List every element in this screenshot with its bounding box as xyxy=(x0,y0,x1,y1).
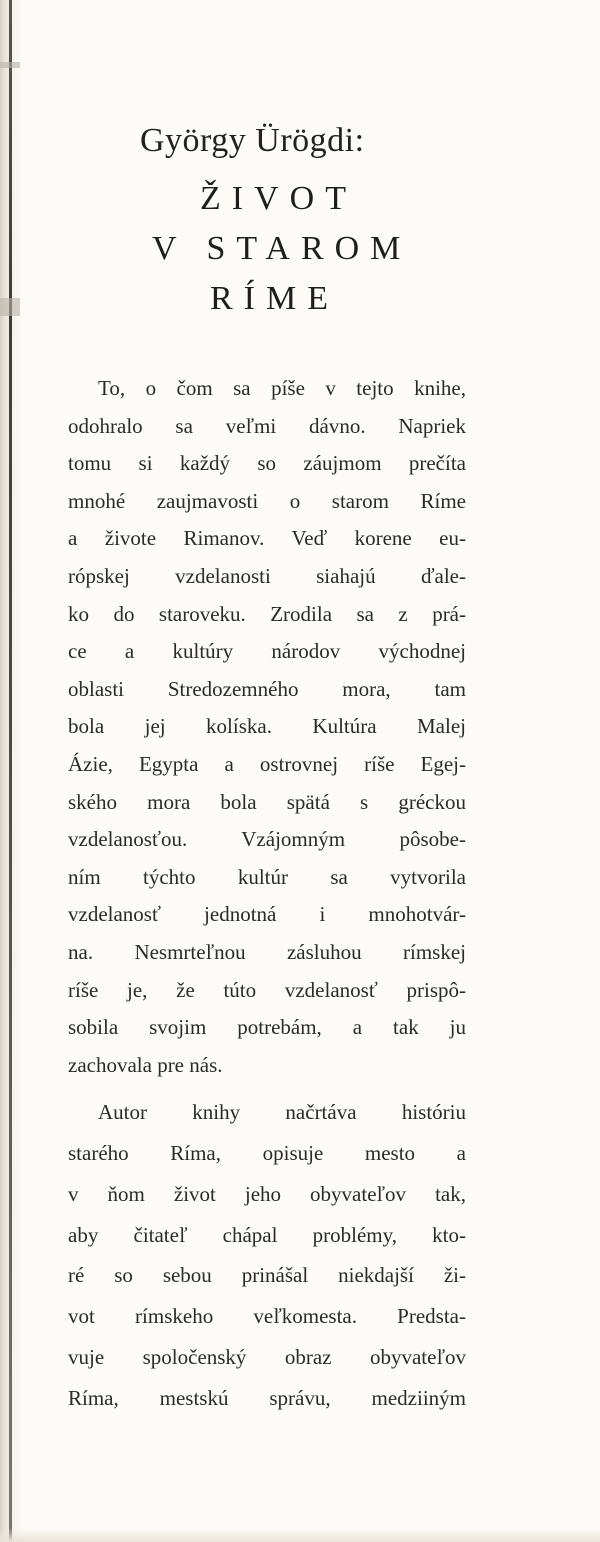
text-line: ré so sebou prinášal niekdajší ži- xyxy=(68,1263,466,1288)
text-line: a živote Rimanov. Veď korene eu- xyxy=(68,526,466,551)
text-line: Ázie, Egypta a ostrovnej ríše Egej- xyxy=(68,751,466,776)
text-line: na. Nesmrteľnou zásluhou rímskej xyxy=(68,939,466,964)
spine-fold-line xyxy=(9,0,12,1542)
text-line: sobila svojim potrebám, a tak ju xyxy=(68,1015,466,1040)
text-line: bola jej kolíska. Kultúra Malej xyxy=(68,714,466,739)
text-line: ríše je, že túto vzdelanosť prispô- xyxy=(68,977,466,1002)
text-line: odohralo sa veľmi dávno. Napriek xyxy=(68,413,466,438)
text-line: zachovala pre nás. xyxy=(68,1052,223,1077)
text-line: To, o čom sa píše v tejto knihe, xyxy=(98,376,466,400)
author-name: György Ürögdi: xyxy=(140,122,365,159)
text-line: ského mora bola spätá s gréckou xyxy=(68,789,466,814)
text-line: ko do staroveku. Zrodila sa z prá- xyxy=(68,601,466,626)
text-line: rópskej vzdelanosti siahajú ďale- xyxy=(68,563,466,588)
text-line: aby čitateľ chápal problémy, kto- xyxy=(68,1222,466,1247)
text-line: vzdelanosťou. Vzájomným pôsobe- xyxy=(68,827,466,852)
text-line: mnohé zaujmavosti o starom Ríme xyxy=(68,488,466,513)
text-line: Ríma, mestskú správu, medziiným xyxy=(68,1385,466,1410)
book-title-line-3: RÍME xyxy=(210,280,339,317)
paragraph-2 xyxy=(68,1092,466,1418)
text-line: vzdelanosť jednotná i mnohotvár- xyxy=(68,902,466,927)
blurb-text xyxy=(68,370,466,1419)
text-line: ním týchto kultúr sa vytvorila xyxy=(68,864,466,889)
page-bottom-edge xyxy=(0,1528,600,1542)
book-title-line-1: ŽIVOT xyxy=(200,180,357,217)
text-line: Autor knihy načrtáva históriu xyxy=(98,1100,466,1125)
text-line: vot rímskeho veľkomesta. Predsta- xyxy=(68,1304,466,1329)
paragraph-1 xyxy=(68,370,466,1084)
text-line: ce a kultúry národov východnej xyxy=(68,639,466,664)
text-line: v ňom život jeho obyvateľov tak, xyxy=(68,1181,466,1206)
text-line: starého Ríma, opisuje mesto a xyxy=(68,1141,466,1166)
book-title-line-2: V STAROM xyxy=(152,230,412,267)
text-line: tomu si každý so záujmom prečíta xyxy=(68,451,466,476)
text-line: oblasti Stredozemného mora, tam xyxy=(68,676,466,701)
edge-tear-mark xyxy=(0,62,20,68)
text-line: vuje spoločenský obraz obyvateľov xyxy=(68,1345,466,1370)
edge-tear-mark xyxy=(0,298,20,316)
